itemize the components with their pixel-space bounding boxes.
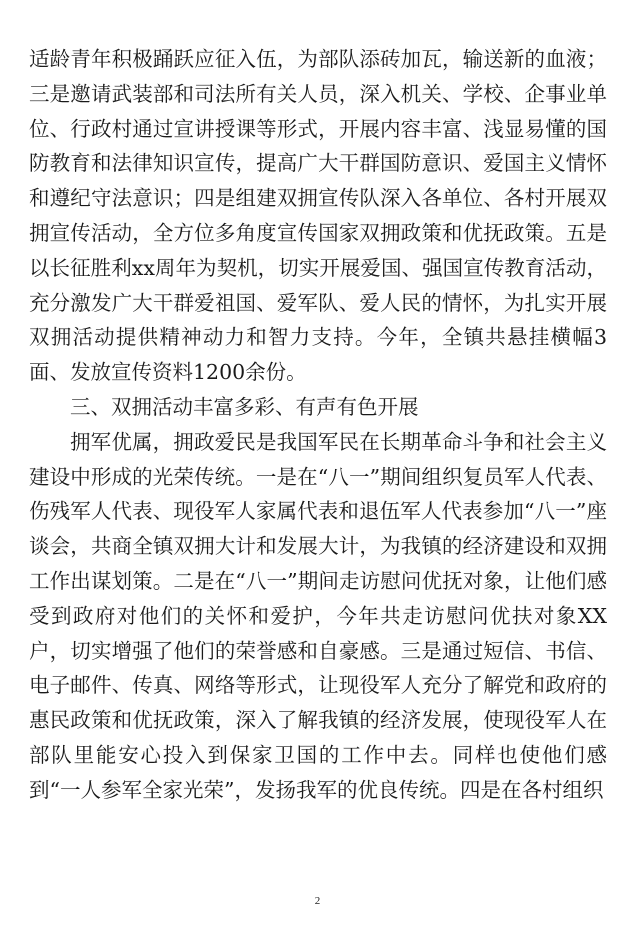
paragraph-continuation: 适龄青年积极踊跃应征入伍，为部队添砖加瓦，输送新的血液；三是邀请武装部和司法所有关人员，深入机关、学校、企事业单位、行政村通过宣讲授课等形式，开展内容丰富、浅显易懂的国防教育和法律知识宣传，提高广大干群国防意识、爱国主义情怀和遵纪守法意识；四是组建双拥宣传队深入各单位、各村开展双拥宣传活动，全方位多角度宣传国家双拥政策和优抚政策。五是以长征胜利xx周年为契机，切实开展爱国、强国宣传教育活动，充分激发广大干群爱祖国、爱军队、爱人民的情怀，为扎实开展双拥活动提供精神动力和智力支持。今年，全镇共悬挂横幅3面、发放宣传资料1200余份。 [29,47,607,385]
document-body [29,42,607,808]
paragraph-body: 拥军优属，拥政爱民是我国军民在长期革命斗争和社会主义建设中形成的光荣传统。一是在“八一”期间组织复员军人代表、伤残军人代表、现役军人家属代表和退伍军人代表参加“八一”座谈会，共商全镇双拥大计和发展大计，为我镇的经济建设和双拥工作出谋划策。二是在“八一”期间走访慰问优抚对象，让他们感受到政府对他们的关怀和爱护，今年共走访慰问优扶对象XX户，切实增强了他们的荣誉感和自豪感。三是通过短信、书信、电子邮件、传真、网络等形式，让现役军人充分了解党和政府的惠民政策和优抚政策，深入了解我镇的经济发展，使现役军人在部队里能安心投入到保家卫国的工作中去。同样也使他们感到“一人参军全家光荣”，发扬我军的优良传统。四是在各村组织 [29,429,607,802]
section-heading: 三、双拥活动丰富多彩、有声有色开展 [70,394,419,419]
page-number: 2 [314,895,321,907]
